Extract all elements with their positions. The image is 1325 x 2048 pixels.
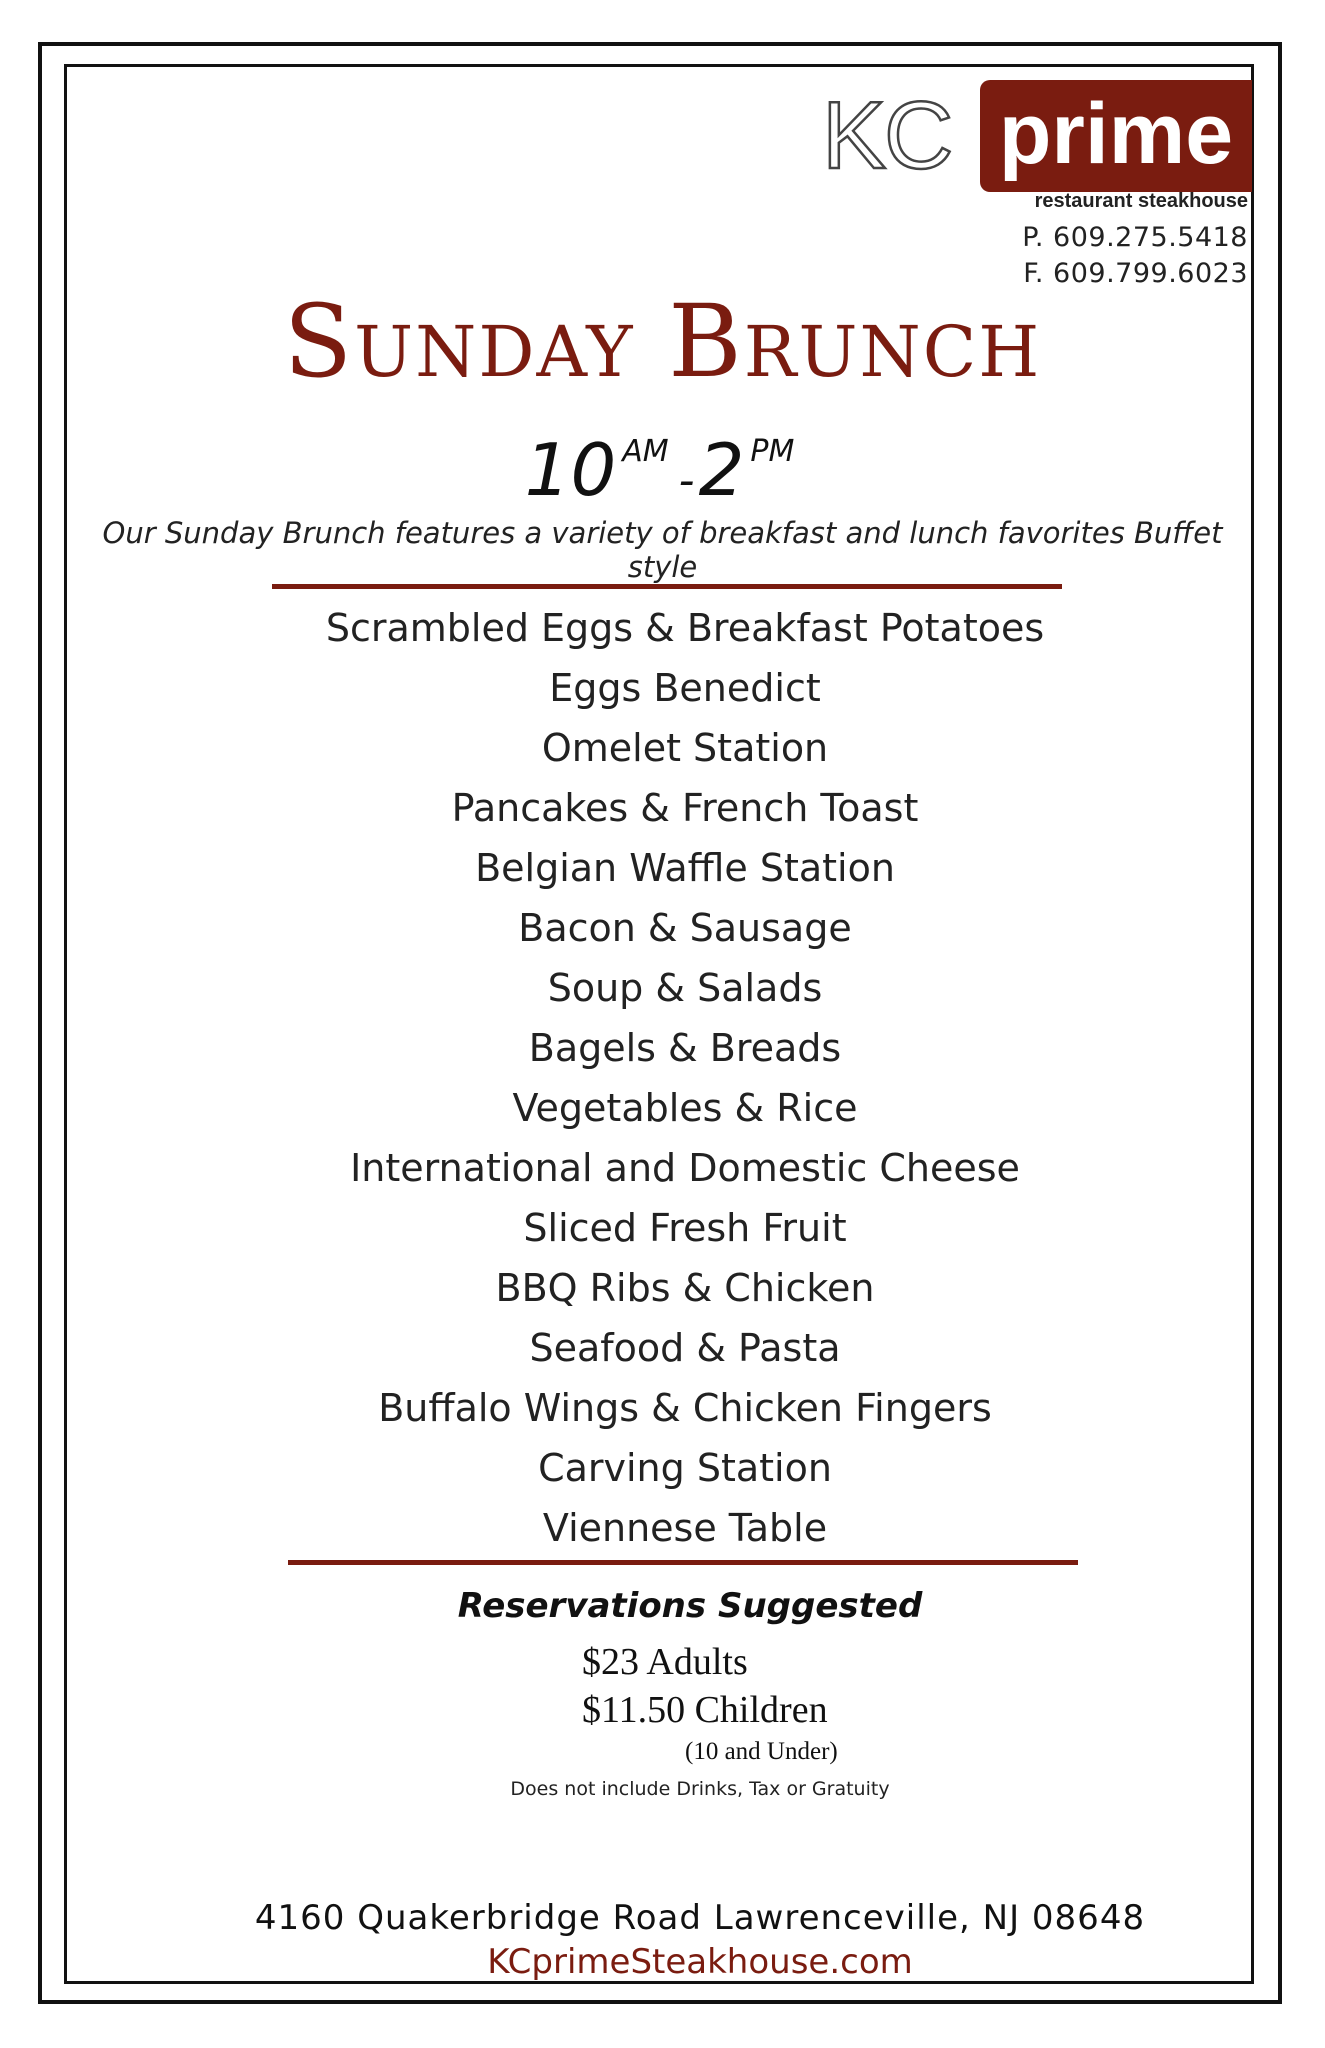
hours-start-suffix: AM [622, 434, 669, 469]
menu-item: Omelet Station [541, 726, 829, 770]
logo-tagline: restaurant steakhouse [1034, 190, 1248, 212]
menu-item: International and Domestic Cheese [350, 1146, 1020, 1190]
menu-item: Eggs Benedict [549, 666, 821, 710]
children-age-note: (10 and Under) [685, 1738, 838, 1765]
intro-text: Our Sunday Brunch features a variety of breakfast and lunch favorites Buffet style [102, 516, 1223, 584]
hours-start: 10 [524, 428, 617, 512]
divider-bottom [288, 1560, 1078, 1565]
price-children: $11.50 Children [582, 1689, 828, 1731]
menu-list [0, 598, 1325, 1558]
page-title: Sunday Brunch [283, 283, 1042, 400]
menu-item: Scrambled Eggs & Breakfast Potatoes [325, 606, 1045, 650]
menu-item: Bacon & Sausage [518, 906, 852, 950]
logo-prime-text: prime [998, 86, 1234, 182]
menu-item: Bagels & Breads [528, 1026, 842, 1070]
street-address: 4160 Quakerbridge Road Lawrenceville, NJ 08648 [254, 1898, 1146, 1938]
hours-end: 2 [698, 428, 745, 512]
menu-item: Seafood & Pasta [529, 1326, 841, 1370]
website-link[interactable]: KCprimeSteakhouse.com [487, 1942, 913, 1982]
kc-prime-logo [822, 80, 1252, 192]
reservations-heading: Reservations Suggested [457, 1586, 923, 1626]
brunch-hours [0, 428, 1325, 512]
menu-item: BBQ Ribs & Chicken [495, 1266, 875, 1310]
pricing-disclaimer: Does not include Drinks, Tax or Gratuity [510, 1778, 890, 1800]
price-adults: $23 Adults [582, 1641, 748, 1683]
menu-item: Soup & Salads [547, 966, 823, 1010]
menu-item: Buffalo Wings & Chicken Fingers [378, 1386, 992, 1430]
logo-prime-box [980, 80, 1252, 192]
logo-kc-text: KC [822, 82, 952, 189]
menu-item: Belgian Waffle Station [475, 846, 895, 890]
menu-item: Sliced Fresh Fruit [523, 1206, 847, 1250]
phone-number: P. 609.275.5418 [1022, 222, 1248, 253]
fax-number: F. 609.799.6023 [1023, 258, 1248, 289]
menu-item: Pancakes & French Toast [451, 786, 919, 830]
menu-item: Vegetables & Rice [512, 1086, 858, 1130]
divider-top [272, 584, 1062, 589]
hours-separator: - [678, 455, 695, 506]
hours-end-suffix: PM [750, 434, 795, 469]
menu-item: Carving Station [538, 1446, 832, 1490]
menu-item: Viennese Table [542, 1506, 828, 1550]
